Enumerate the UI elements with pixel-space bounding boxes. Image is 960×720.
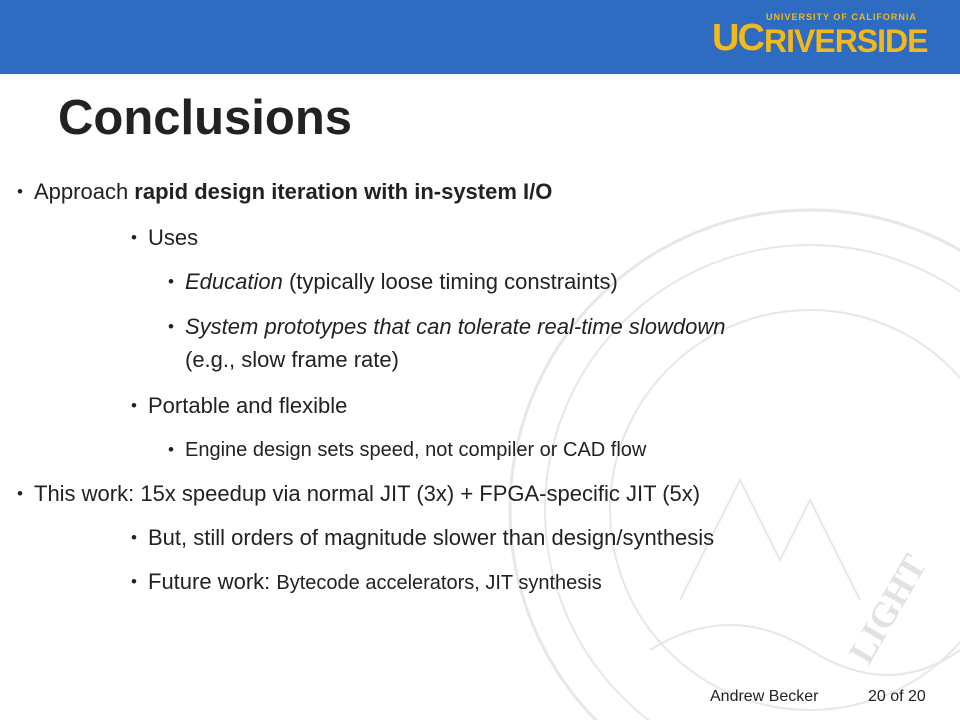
bullet-prototypes-line2: (e.g., slow frame rate) xyxy=(185,347,399,372)
bullet-dot: • xyxy=(131,396,137,415)
bullet-prototypes-continuation xyxy=(185,346,399,374)
bullet-dot: • xyxy=(168,440,174,459)
bullet-dot: • xyxy=(131,572,137,591)
bullet-approach-emphasis: rapid design iteration with in-system I/O xyxy=(134,179,553,204)
bullet-dot: • xyxy=(168,317,174,336)
bullet-but-still-text: But, still orders of magnitude slower than design/synthesis xyxy=(148,525,715,550)
bullet-this-work-text: This work: 15x speedup via normal JIT (3x) + FPGA-specific JIT (5x) xyxy=(34,481,701,506)
logo-uc-text: UC xyxy=(712,17,763,59)
bullet-portable xyxy=(131,392,348,420)
bullet-approach-prefix: Approach xyxy=(34,179,135,204)
seal-light-text: LIGHT xyxy=(840,547,935,670)
bullet-this-work xyxy=(17,480,701,508)
logo-riverside-text: RIVERSIDE xyxy=(764,23,928,59)
bullet-education-rest: (typically loose timing constraints) xyxy=(282,269,618,294)
ucr-logo xyxy=(712,12,928,59)
bullet-approach xyxy=(17,178,553,206)
footer-page-number: 20 of 20 xyxy=(868,688,926,705)
bullet-education xyxy=(168,268,618,296)
bullet-engine-text: Engine design sets speed, not compiler or CAD flow xyxy=(185,439,647,461)
logo-university-text: UNIVERSITY OF CALIFORNIA xyxy=(766,12,917,22)
bullet-dot: • xyxy=(168,272,174,291)
bullet-dot: • xyxy=(131,228,137,247)
bullet-prototypes-line1: System prototypes that can tolerate real-time slowdown xyxy=(185,314,726,339)
bullet-uses-text: Uses xyxy=(148,225,199,250)
bullet-but-still xyxy=(131,524,715,552)
bullet-future-work-rest: Bytecode accelerators, JIT synthesis xyxy=(276,572,602,594)
bullet-dot: • xyxy=(17,484,23,503)
bullet-future-work xyxy=(131,568,602,597)
bullet-engine xyxy=(168,436,647,464)
bullet-future-work-prefix: Future work: xyxy=(148,569,277,594)
bullet-education-italic: Education xyxy=(185,269,283,294)
bullet-portable-text: Portable and flexible xyxy=(148,393,348,418)
bullet-prototypes xyxy=(168,313,726,341)
header-bar xyxy=(0,0,960,74)
bullet-dot: • xyxy=(17,182,23,201)
footer-author: Andrew Becker xyxy=(710,688,819,705)
bullet-dot: • xyxy=(131,528,137,547)
slide-title: Conclusions xyxy=(58,91,353,145)
bullet-uses xyxy=(131,224,199,252)
